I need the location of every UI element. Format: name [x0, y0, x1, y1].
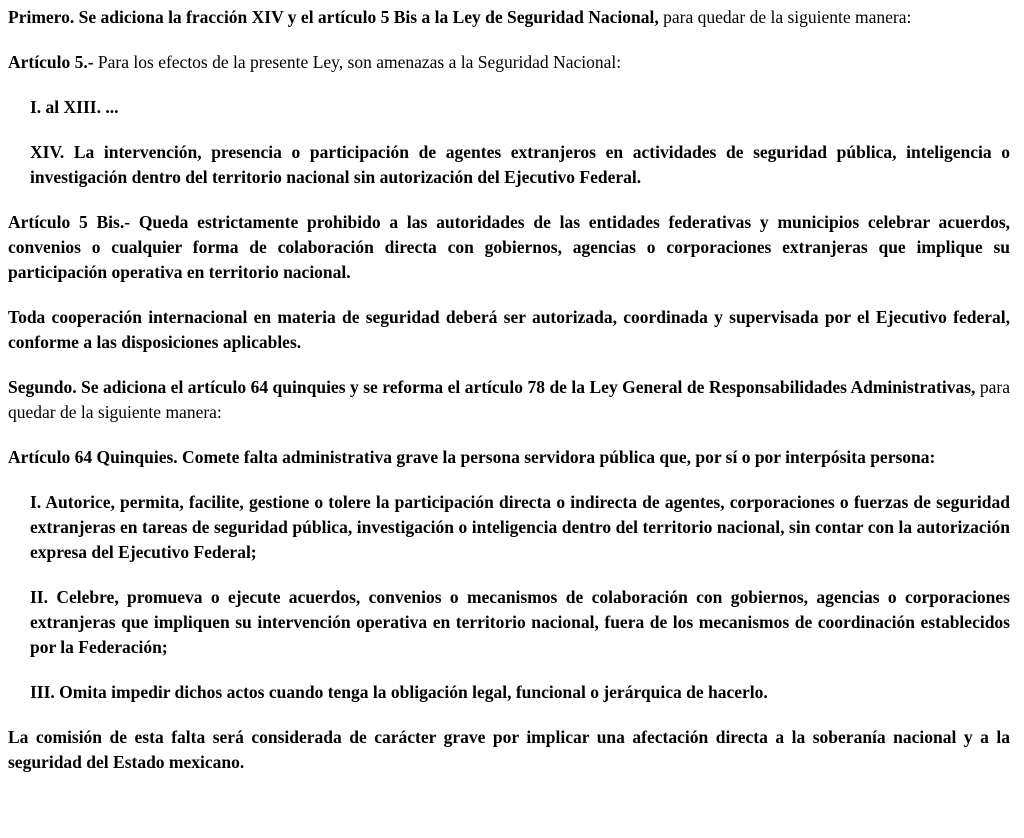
paragraph-primero-bold-text: Primero. Se adiciona la fracción XIV y el artículo 5 Bis a la Ley de Seguridad Nacional, — [8, 7, 659, 27]
paragraph-comision-falta-grave-text: La comisión de esta falta será considerada de carácter grave por implicar una afectación directa a la soberanía nacional y a la seguridad del Estado mexicano. — [8, 727, 1010, 772]
item-fraccion-i-text: I. Autorice, permita, facilite, gestione o tolere la participación directa o indirecta de agentes, corporaciones o fuerzas de seguridad extranjeras en tareas de seguridad pública, investigación o inteligencia dentro del territorio nacional, sin contar con la autorización expresa del Ejecutivo Federal; — [30, 492, 1010, 562]
paragraph-articulo-5-bis-text: Artículo 5 Bis.- Queda estrictamente prohibido a las autoridades de las entidades federativas y municipios celebrar acuerdos, convenios o cualquier forma de colaboración directa con gobiernos, agencias o corporaciones extranjeras que implique su participación operativa en territorio nacional. — [8, 212, 1010, 282]
paragraph-articulo-5 — [8, 50, 1010, 75]
item-fraccion-i — [30, 490, 1010, 565]
item-fraccion-i-al-xiii-text: I. al XIII. ... — [30, 97, 119, 117]
item-fraccion-xiv-text: XIV. La intervención, presencia o participación de agentes extranjeros en actividades de seguridad pública, inteligencia o investigación dentro del territorio nacional sin autorización del Ejecutivo Federal. — [30, 142, 1010, 187]
item-fraccion-i-al-xiii — [30, 95, 1010, 120]
paragraph-cooperacion-internacional-text: Toda cooperación internacional en materia de seguridad deberá ser autorizada, coordinada y supervisada por el Ejecutivo federal, conforme a las disposiciones aplicables. — [8, 307, 1010, 352]
paragraph-primero-normal-text: para quedar de la siguiente manera: — [658, 7, 912, 27]
paragraph-segundo — [8, 375, 1010, 425]
paragraph-segundo-normal-text: para quedar de la siguiente manera: — [8, 377, 1010, 422]
paragraph-articulo-5-bis — [8, 210, 1010, 285]
paragraph-articulo-5-bold-text: Artículo 5.- — [8, 52, 94, 72]
paragraph-cooperacion-internacional — [8, 305, 1010, 355]
item-fraccion-ii-text: II. Celebre, promueva o ejecute acuerdos, convenios o mecanismos de colaboración con gobiernos, agencias o corporaciones extranjeras que impliquen su intervención operativa en territorio nacional, fuera de los mecanismos de coordinación establecidos por la Federación; — [30, 587, 1010, 657]
paragraph-primero — [8, 5, 1010, 30]
item-fraccion-xiv — [30, 140, 1010, 190]
paragraph-articulo-64-quinquies — [8, 445, 1010, 470]
paragraph-segundo-bold-text: Segundo. Se adiciona el artículo 64 quinquies y se reforma el artículo 78 de la Ley General de Responsabilidades Administrativas, — [8, 377, 976, 397]
item-fraccion-iii — [30, 680, 1010, 705]
paragraph-comision-falta-grave — [8, 725, 1010, 775]
item-fraccion-iii-text: III. Omita impedir dichos actos cuando tenga la obligación legal, funcional o jerárquica de hacerlo. — [30, 682, 768, 702]
paragraph-articulo-64-quinquies-text: Artículo 64 Quinquies. Comete falta administrativa grave la persona servidora pública que, por sí o por interpósita persona: — [8, 447, 936, 467]
item-fraccion-ii — [30, 585, 1010, 660]
paragraph-articulo-5-normal-text: Para los efectos de la presente Ley, son amenazas a la Seguridad Nacional: — [93, 52, 622, 72]
